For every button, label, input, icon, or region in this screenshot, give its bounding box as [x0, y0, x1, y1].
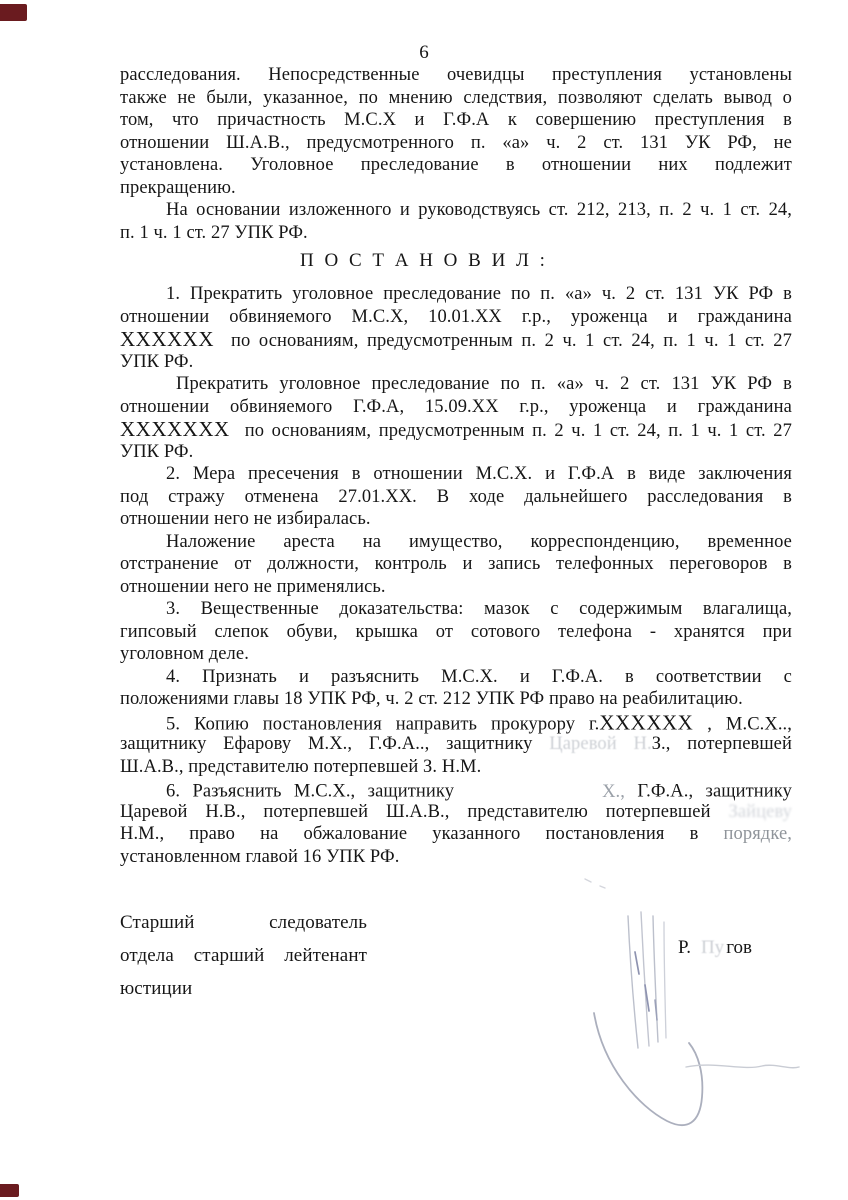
text-segment: З., потерпевшей	[651, 734, 792, 754]
text-segment: отношении Ш.А.В., предусмотренного п. «а» ч. 2 ст. 131 УК РФ, не	[120, 132, 792, 153]
text-segment: 2. Мера пресечения в отношении М.С.Х. и Г.Ф.А в виде заключения	[166, 464, 792, 484]
text-segment: под стражу отменена 27.01.ХХ. В ходе дальнейшего расследования в	[120, 486, 792, 507]
resolution-heading: П О С Т А Н О В И Л :	[300, 250, 548, 271]
text-line	[120, 553, 792, 576]
text-segment-faded: Царевой Н.	[549, 734, 652, 754]
text-line	[120, 801, 792, 824]
text-line	[120, 688, 792, 711]
text-segment-caps: ХХХХХХ	[599, 710, 694, 734]
text-segment-faded: Зайцеву	[728, 801, 792, 822]
text-segment: Царевой Н.В., потерпевшей Ш.А.В., представителю потерпевшей	[120, 801, 729, 822]
signer-name-suffix: гов	[726, 937, 752, 958]
text-line	[120, 132, 792, 155]
page-number: 6	[419, 42, 429, 63]
text-segment: Старший следователь	[120, 912, 367, 933]
text-segment-caps: ХХХХХХ	[120, 327, 214, 351]
text-line	[120, 306, 792, 329]
text-segment: по основаниям, предусмотренным п. 2 ч. 1 ст. 24, п. 1 ч. 1 ст. 27	[229, 421, 792, 441]
text-segment: также не были, указанное, по мнению следствия, позволяют сделать вывод о	[120, 87, 792, 108]
text-line	[120, 441, 792, 464]
text-segment: установлена. Уголовное преследование в отношении них подлежит	[120, 155, 792, 175]
text-segment: гипсовый слепок обуви, крышка от сотового телефона - хранятся при	[120, 621, 792, 642]
text-segment: отношении обвиняемого Г.Ф.А, 15.09.ХХ г.р., уроженца и гражданина	[120, 396, 792, 417]
text-segment: п. 1 ч. 1 ст. 27 УПК РФ.	[120, 222, 308, 243]
text-line	[120, 972, 367, 1005]
text-line	[120, 64, 792, 87]
text-line	[120, 283, 792, 306]
text-segment: установленном главой 16 УПК РФ.	[120, 846, 400, 867]
text-segment: Копию постановления направить прокурору г.	[194, 714, 600, 734]
text-segment: отдела старший лейтенант	[120, 945, 367, 966]
scan-artifact-mark-bottom-left	[0, 1184, 19, 1197]
text-segment: положениями главы 18 УПК РФ, ч. 2 ст. 212 УПК РФ право на реабилитацию.	[120, 689, 743, 709]
text-line	[120, 711, 792, 734]
resolution-items	[120, 283, 792, 868]
text-line	[120, 576, 792, 599]
text-segment: том, что причастность М.С.Х и Г.Ф.А к совершению преступления в	[120, 110, 792, 130]
text-segment: Ш.А.В., представителю потерпевшей З. Н.М.	[120, 756, 482, 777]
text-line	[120, 154, 792, 177]
text-line	[120, 199, 792, 222]
erased-text-gap	[454, 778, 602, 797]
text-line	[120, 666, 792, 689]
text-segment: 1. Прекратить уголовное преследование по п. «а» ч. 2 ст. 131 УК РФ в	[166, 284, 792, 304]
text-line	[120, 939, 367, 972]
text-line	[120, 418, 792, 441]
text-segment: Н.М., право на обжалование указанного постановления в	[120, 824, 699, 844]
text-line	[120, 87, 792, 110]
text-segment: 6. Разъяснить М.С.Х., защитнику	[166, 781, 455, 802]
text-segment: На основании изложенного и руководствуясь ст. 212, 213, п. 2 ч. 1 ст. 24,	[166, 200, 792, 220]
text-segment: 3. Вещественные доказательства: мазок с содержимым влагалища,	[166, 599, 792, 619]
text-line	[120, 328, 792, 351]
text-segment: , М.С.Х..,	[693, 714, 793, 734]
text-line	[120, 177, 792, 200]
text-line	[120, 846, 792, 869]
text-line	[120, 778, 792, 801]
text-segment: расследования. Непосредственные очевидцы преступления установлены	[120, 65, 792, 85]
text-line	[120, 621, 792, 644]
text-line	[120, 351, 792, 374]
intro-paragraphs	[120, 64, 792, 244]
signer-name-faded-part: Пу	[700, 937, 725, 958]
text-line	[120, 463, 792, 486]
text-segment: 4. Признать и разъяснить М.С.Х. и Г.Ф.А. в соответствии с	[166, 666, 792, 687]
text-segment: Наложение ареста на имущество, корреспонденцию, временное	[166, 531, 792, 552]
scan-artifact-mark-top-left	[0, 4, 27, 21]
text-segment-grey: порядке,	[698, 824, 792, 844]
text-segment-semi: Х.,	[602, 781, 626, 802]
text-segment: 5.	[166, 714, 181, 734]
signer-name-initial: Р.	[678, 937, 691, 958]
erased-text-gap	[180, 711, 194, 730]
text-segment: отношении него не избиралась.	[120, 509, 371, 529]
text-line	[120, 733, 792, 756]
text-segment-caps: ХХХХХХХ	[120, 417, 230, 441]
text-line	[120, 531, 792, 554]
text-line	[120, 643, 792, 666]
text-line	[120, 906, 367, 939]
text-segment: защитнику Ефарову М.Х., Г.Ф.А.., защитнику	[120, 734, 550, 754]
text-line	[120, 109, 792, 132]
text-segment: прекращению.	[120, 177, 236, 198]
text-line	[120, 598, 792, 621]
signer-name	[678, 936, 752, 960]
text-segment: юстиции	[120, 978, 193, 999]
text-line	[120, 373, 792, 396]
text-segment: Г.Ф.А., защитнику	[625, 781, 792, 802]
text-segment: УПК РФ.	[120, 441, 194, 462]
text-segment: отношении него не применялись.	[120, 576, 386, 597]
text-line	[120, 823, 792, 846]
text-segment: отстранение от должности, контроль и запись телефонных переговоров в	[120, 554, 792, 574]
text-segment: УПК РФ.	[120, 351, 194, 372]
text-line	[120, 486, 792, 509]
text-segment: уголовном деле.	[120, 644, 249, 664]
text-segment: Прекратить уголовное преследование по п. «а» ч. 2 ст. 131 УК РФ в	[176, 374, 792, 394]
signer-title-block	[120, 906, 367, 1005]
text-line	[120, 756, 792, 779]
text-line	[120, 508, 792, 531]
text-line	[120, 396, 792, 419]
text-segment: по основаниям, предусмотренным п. 2 ч. 1 ст. 24, п. 1 ч. 1 ст. 27	[214, 331, 792, 351]
text-line	[120, 222, 792, 245]
text-segment: отношении обвиняемого М.С.Х, 10.01.ХХ г.р., уроженца и гражданина	[120, 306, 792, 327]
